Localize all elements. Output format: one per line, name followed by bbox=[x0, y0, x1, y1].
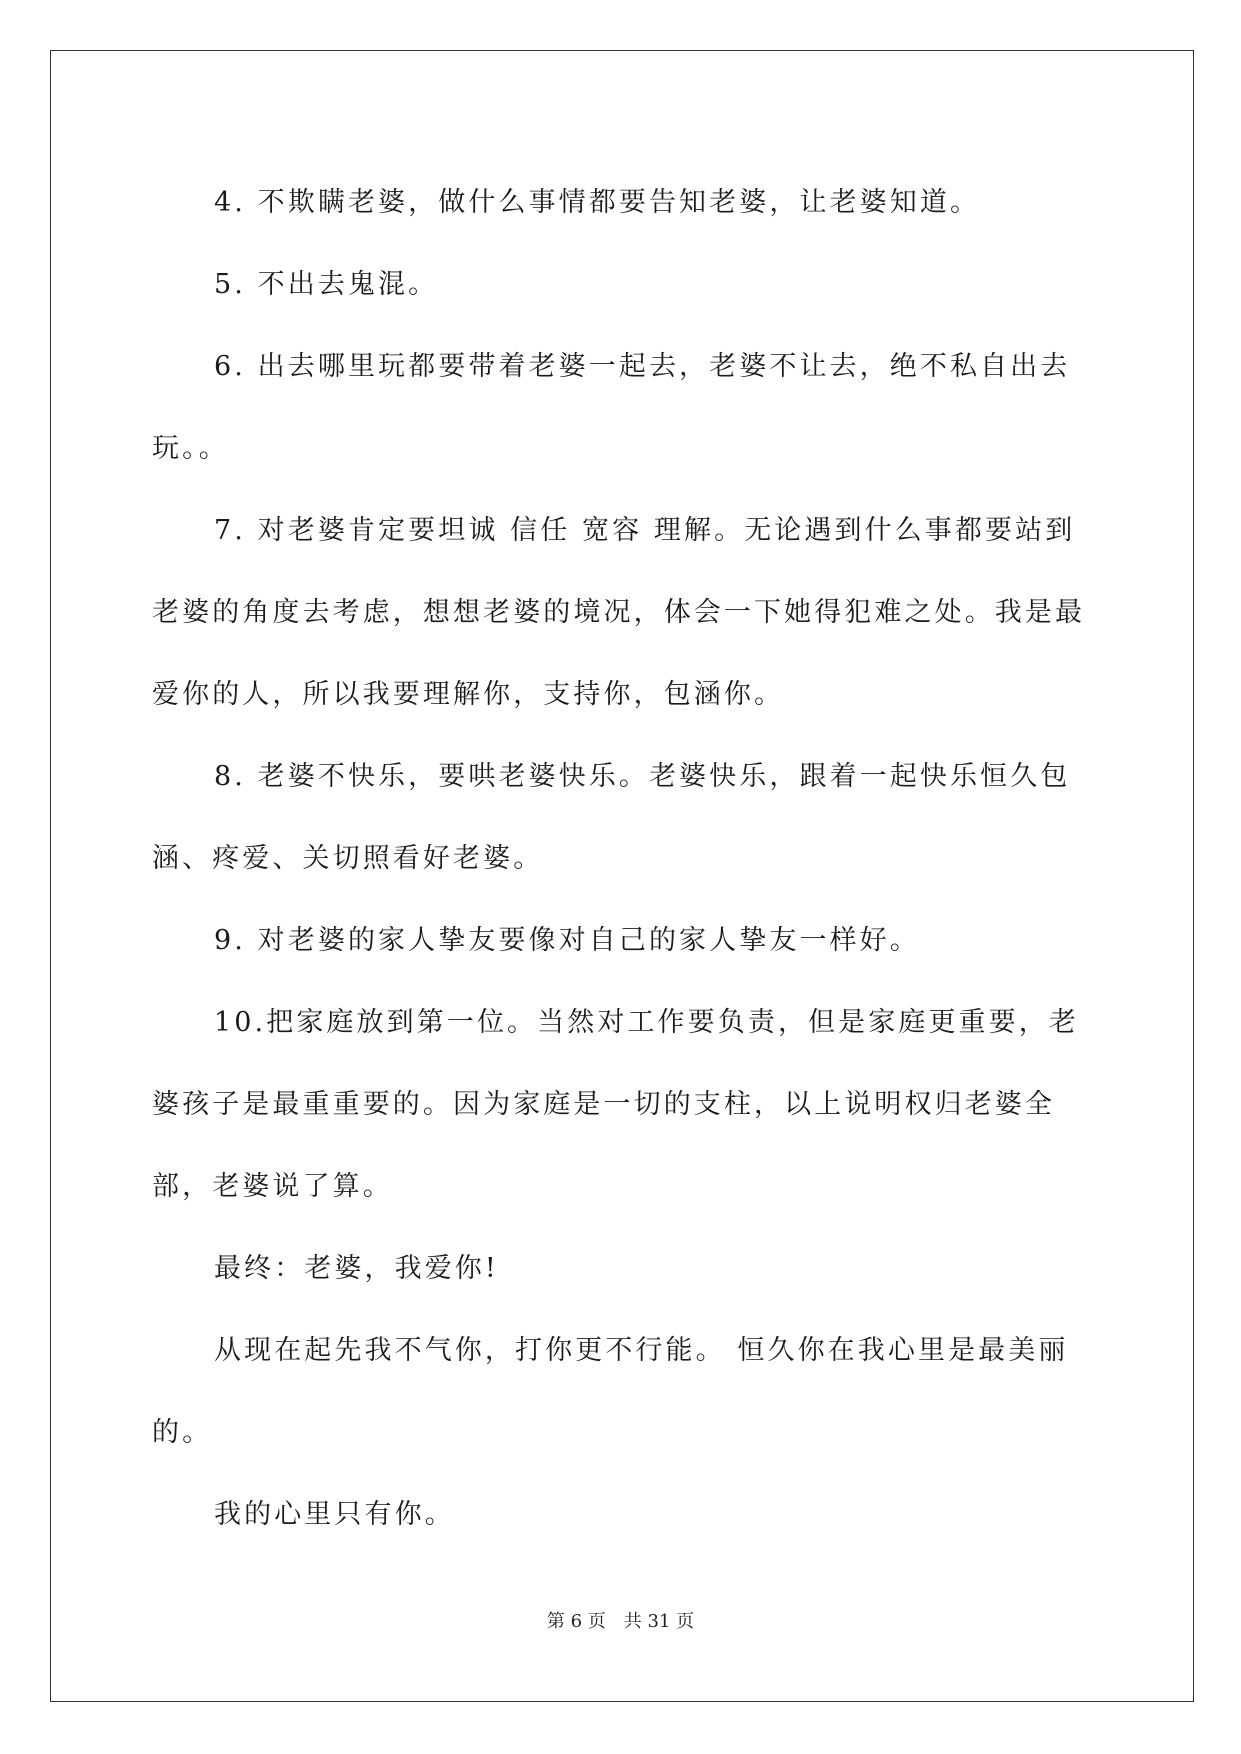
paragraph-final: 我的心里只有你。 bbox=[214, 1499, 455, 1530]
document-body bbox=[152, 162, 1092, 1556]
paragraph-item-6: 6. 出去哪里玩都要带着老婆一起去，老婆不让去，绝不私自出去玩。。 bbox=[152, 351, 1071, 464]
paragraph-item-4: 4. 不欺瞒老婆，做什么事情都要告知老婆，让老婆知道。 bbox=[214, 187, 981, 218]
page-footer bbox=[0, 1607, 1241, 1633]
paragraph-item-9: 9. 对老婆的家人挚友要像对自己的家人挚友一样好。 bbox=[214, 925, 920, 956]
paragraph-item-7: 7. 对老婆肯定要坦诚 信任 宽容 理解。无论遇到什么事都要站到老婆的角度去考虑，想想老婆的境况，体会一下她得犯难之处。我是最爱你的人，所以我要理解你，支持你，包涵你。 bbox=[152, 515, 1086, 710]
paragraph-promise: 从现在起先我不气你，打你更不行能。 恒久你在我心里是最美丽的。 bbox=[152, 1335, 1069, 1448]
paragraph-item-8: 8. 老婆不快乐，要哄老婆快乐。老婆快乐，跟着一起快乐恒久包涵、疼爱、关切照看好老婆。 bbox=[152, 761, 1071, 874]
page-total: 共 31 页 bbox=[623, 1611, 695, 1632]
paragraph-closing: 最终：老婆，我爱你! bbox=[214, 1253, 499, 1284]
page-number: 第 6 页 bbox=[546, 1611, 606, 1632]
paragraph-item-10: 10.把家庭放到第一位。当然对工作要负责，但是家庭更重要，老婆孩子是最重重要的。因为家庭是一切的支柱，以上说明权归老婆全部，老婆说了算。 bbox=[152, 1007, 1079, 1202]
paragraph-item-5: 5. 不出去鬼混。 bbox=[214, 269, 439, 300]
